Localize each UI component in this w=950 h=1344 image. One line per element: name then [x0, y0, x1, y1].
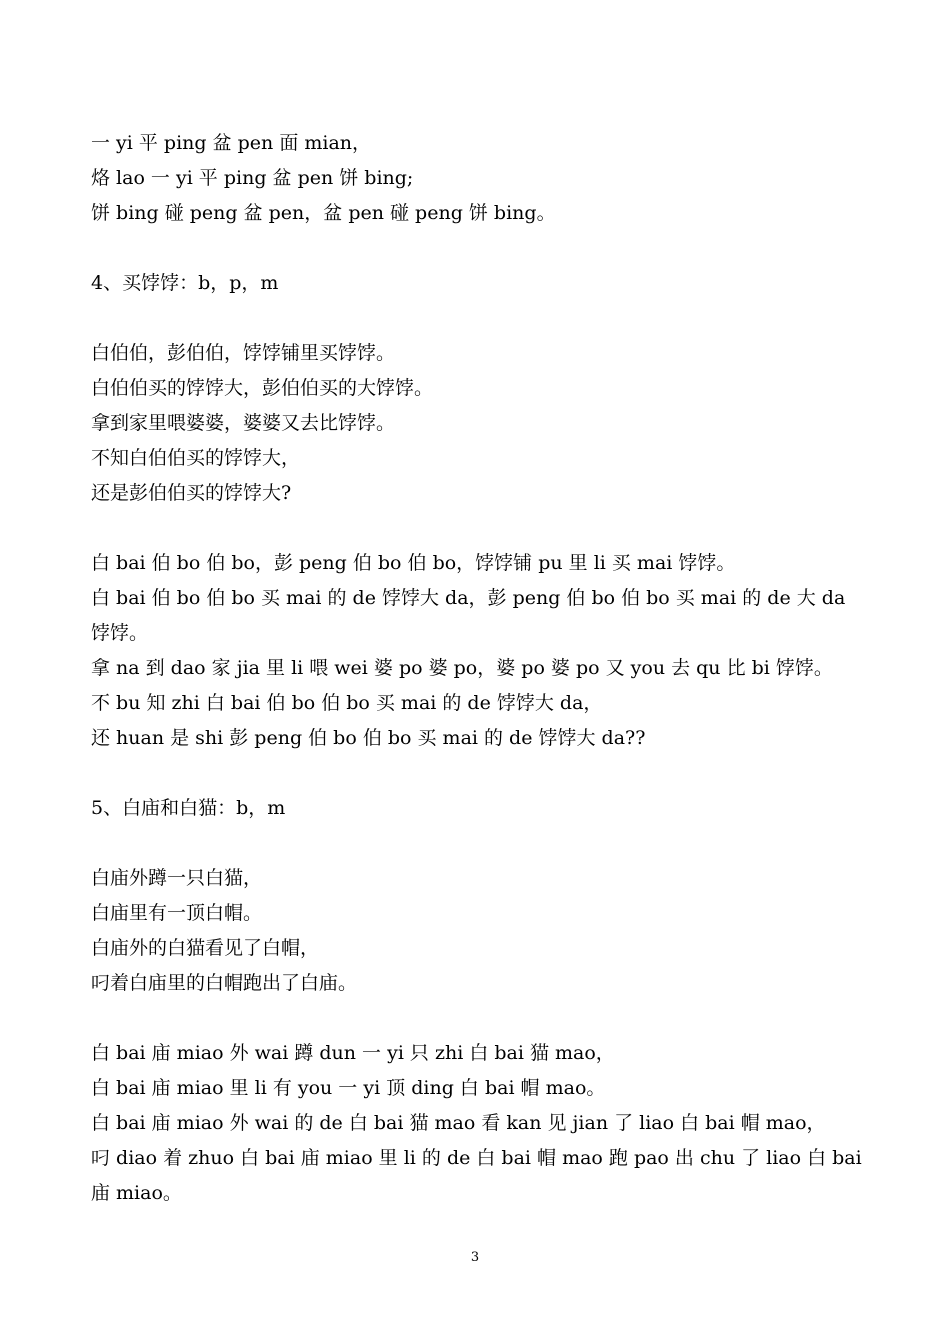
section-4-pinyin-line-5: 不 bu 知 zhi 白 bai 伯 bo 伯 bo 买 mai 的 de 饽饽大 da， [91, 692, 603, 714]
section-5-pinyin-line-3: 白 bai 庙 miao 外 wai 的 de 白 bai 猫 mao 看 kan 见 jian 了 liao 白 bai 帽 mao， [91, 1112, 826, 1134]
section-5-pinyin-line-1: 白 bai 庙 miao 外 wai 蹲 dun 一 yi 只 zhi 白 bai 猫 mao， [91, 1042, 615, 1064]
section-4-hanzi-line-3: 拿到家里喂婆婆，婆婆又去比饽饽。 [91, 412, 396, 434]
section-5-pinyin-line-5: 庙 miao。 [91, 1182, 182, 1204]
section-4-heading: 4、买饽饽：b，p，m [91, 272, 279, 294]
section-5-hanzi-line-3: 白庙外的白猫看见了白帽， [91, 937, 320, 959]
section-5-hanzi-line-2: 白庙里有一顶白帽。 [91, 902, 263, 924]
section-4-pinyin-line-6: 还 huan 是 shi 彭 peng 伯 bo 伯 bo 买 mai 的 de 饽饽大 da?? [91, 727, 646, 749]
section-5-heading: 5、白庙和白猫：b，m [91, 797, 286, 819]
intro-line-3: 饼 bing 碰 peng 盆 pen，盆 pen 碰 peng 饼 bing。 [91, 202, 556, 224]
section-4-pinyin-line-2: 白 bai 伯 bo 伯 bo 买 mai 的 de 饽饽大 da，彭 peng 伯 bo 伯 bo 买 mai 的 de 大 da [91, 587, 846, 609]
section-4-pinyin-line-3: 饽饽。 [91, 622, 149, 644]
page-number: 3 [470, 1250, 480, 1265]
section-4-pinyin-line-1: 白 bai 伯 bo 伯 bo，彭 peng 伯 bo 伯 bo，饽饽铺 pu 里 li 买 mai 饽饽。 [91, 552, 736, 574]
intro-line-1: 一 yi 平 ping 盆 pen 面 mian， [91, 132, 372, 154]
intro-line-2: 烙 lao 一 yi 平 ping 盆 pen 饼 bing; [91, 167, 414, 189]
section-5-hanzi-line-4: 叼着白庙里的白帽跑出了白庙。 [91, 972, 358, 994]
section-4-pinyin-line-4: 拿 na 到 dao 家 jia 里 li 喂 wei 婆 po 婆 po，婆 po 婆 po 又 you 去 qu 比 bi 饽饽。 [91, 657, 833, 679]
section-4-hanzi-line-2: 白伯伯买的饽饽大，彭伯伯买的大饽饽。 [91, 377, 434, 399]
section-4-hanzi-line-1: 白伯伯，彭伯伯，饽饽铺里买饽饽。 [91, 342, 396, 364]
section-5-hanzi-line-1: 白庙外蹲一只白猫， [91, 867, 263, 889]
section-5-pinyin-line-4: 叼 diao 着 zhuo 白 bai 庙 miao 里 li 的 de 白 bai 帽 mao 跑 pao 出 chu 了 liao 白 bai [91, 1147, 862, 1169]
section-4-hanzi-line-4: 不知白伯伯买的饽饽大， [91, 447, 301, 469]
section-4-hanzi-line-5: 还是彭伯伯买的饽饽大? [91, 482, 292, 504]
section-5-pinyin-line-2: 白 bai 庙 miao 里 li 有 you 一 yi 顶 ding 白 bai 帽 mao。 [91, 1077, 606, 1099]
